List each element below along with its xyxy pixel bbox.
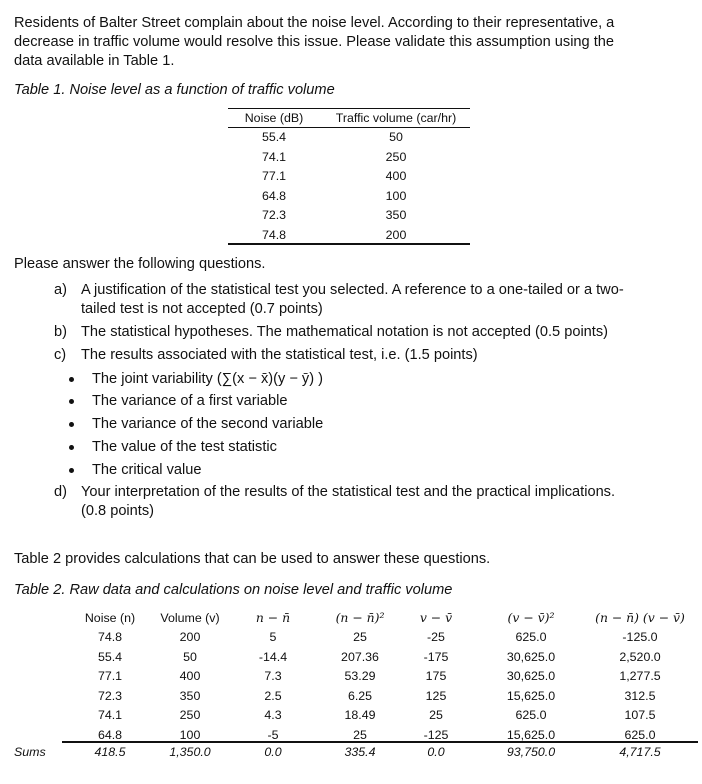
bullet-item: The value of the test statistic	[92, 439, 277, 455]
table1-top-rule	[228, 108, 470, 109]
table-row	[0, 708, 702, 727]
table1-noise-cell: 64.8	[261, 188, 287, 203]
question-d-line-2: (0.8 points)	[81, 503, 155, 519]
table2-cell: 25	[353, 630, 367, 644]
question-c-text: The results associated with the statistical test, i.e. (1.5 points)	[81, 347, 478, 363]
table1-noise-cell: 74.1	[261, 149, 287, 164]
table1-traffic-cell: 400	[385, 169, 407, 183]
table2-cell: 400	[179, 669, 201, 683]
table2	[0, 608, 702, 784]
question-d-line-1: Your interpretation of the results of the statistical test and the practical implications.	[81, 484, 616, 500]
intro-line-3: data available in Table 1.	[14, 53, 175, 69]
table2-cell: 200	[179, 630, 201, 644]
table-row	[0, 650, 702, 669]
table2-cell: 25	[429, 708, 443, 722]
bullet-item: The joint variability (∑(x − x̄)(y − ȳ) )	[92, 371, 323, 387]
table2-sums-row	[0, 745, 702, 764]
table2-cell: 625.0	[515, 630, 547, 644]
table2-cell: 50	[183, 649, 197, 664]
table2-cell: -14.4	[258, 649, 288, 664]
intro-line-1: Residents of Balter Street complain about the noise level. According to their representative, a	[14, 15, 615, 31]
bullet-icon	[69, 445, 74, 450]
table2-cell: 72.3	[97, 688, 123, 703]
table2-header-noise: Noise (n)	[84, 611, 136, 625]
table2-cell: -125	[423, 727, 449, 742]
table-row	[228, 150, 470, 169]
table1-header-rule	[228, 127, 470, 128]
table1-noise-cell: 77.1	[261, 169, 287, 183]
table1-traffic-cell: 100	[385, 188, 407, 203]
table2-cell: 30,625.0	[506, 649, 556, 664]
table1-traffic-cell: 350	[385, 208, 407, 222]
table1-noise-cell: 74.8	[261, 227, 287, 242]
table2-sum-cell: 4,717.5	[619, 745, 661, 759]
question-b-text: The statistical hypotheses. The mathematical notation is not accepted (0.5 points)	[81, 324, 609, 340]
table1-bottom-rule	[228, 243, 470, 245]
question-a-label: a)	[54, 282, 67, 298]
table2-cell: 625.0	[624, 727, 656, 742]
table2-cell: 7.3	[264, 669, 282, 683]
table2-sum-cell: 335.4	[344, 745, 376, 759]
table2-cell: 74.1	[97, 708, 123, 722]
table1-traffic-cell: 200	[385, 227, 407, 242]
table2-header-n-dev: n − n̄	[255, 610, 291, 625]
question-a-line-2: tailed test is not accepted (0.7 points)	[81, 301, 323, 317]
table-row	[228, 189, 470, 208]
table1-header-traffic: Traffic volume (car/hr)	[335, 111, 457, 125]
bullet-item: The critical value	[92, 462, 202, 478]
table2-cell: 312.5	[624, 688, 656, 703]
question-a-line-1: A justification of the statistical test you selected. A reference to a one-tailed or a two-	[81, 282, 624, 298]
table2-cell: 30,625.0	[506, 669, 556, 683]
table2-cell: 6.25	[347, 688, 373, 703]
question-b-label: b)	[54, 324, 67, 340]
table2-cell: 250	[179, 708, 201, 722]
table1-noise-cell: 72.3	[261, 208, 287, 222]
table2-cell: 100	[179, 727, 201, 742]
table2-cell: -5	[267, 727, 279, 742]
table1-noise-cell: 55.4	[261, 130, 287, 144]
table2-header-product: (n − n̄) (v − v̄)	[595, 610, 685, 625]
table2-cell: 1,277.5	[619, 669, 661, 683]
table2-cell: -125.0	[622, 630, 658, 644]
table2-caption: Table 2. Raw data and calculations on noise level and traffic volume	[14, 582, 453, 598]
questions-intro: Please answer the following questions.	[14, 256, 266, 272]
table2-cell: -25	[427, 630, 445, 644]
bullet-icon	[69, 377, 74, 382]
table-row	[228, 169, 470, 188]
table-row	[0, 630, 702, 649]
table1-traffic-cell: 50	[389, 130, 403, 144]
table2-cell: 53.29	[344, 669, 376, 683]
table2-cell: 15,625.0	[506, 727, 556, 742]
table2-cell: 175	[425, 669, 447, 683]
table2-cell: 25	[353, 727, 367, 742]
table2-sum-cell: 93,750.0	[506, 745, 556, 759]
bullet-icon	[69, 422, 74, 427]
table2-cell: 5	[269, 630, 277, 644]
table-row	[0, 669, 702, 688]
table2-header-v-dev-sq: (v − v̄)²	[507, 610, 555, 625]
table-row	[0, 728, 702, 747]
table2-header-v-dev: v − v̄	[419, 610, 453, 625]
table2-cell: 55.4	[97, 649, 123, 664]
table2-cell: 64.8	[97, 727, 123, 742]
bullet-item: The variance of the second variable	[92, 416, 324, 432]
question-c-label: c)	[54, 347, 67, 363]
intro-paragraph	[14, 14, 694, 71]
intro-line-2: decrease in traffic volume would resolve this issue. Please validate this assumption using the	[14, 34, 615, 50]
table2-cell: 125	[425, 688, 447, 703]
table2-cell: 74.8	[97, 630, 123, 644]
table2-cell: 15,625.0	[506, 688, 556, 703]
table2-cell: 107.5	[624, 708, 656, 722]
table2-sum-cell: 0.0	[264, 745, 282, 759]
bullet-item: The variance of a first variable	[92, 393, 288, 409]
table2-cell: 2.5	[264, 688, 282, 703]
table2-sum-cell: 0.0	[427, 745, 445, 759]
table2-header-volume: Volume (v)	[160, 611, 220, 625]
table2-cell: 207.36	[341, 649, 379, 664]
table1	[228, 108, 470, 244]
bullet-icon	[69, 399, 74, 404]
question-d-label: d)	[54, 484, 67, 500]
table2-cell: 18.49	[344, 708, 376, 722]
table2-cell: 350	[179, 688, 201, 703]
table2-sum-cell: 1,350.0	[169, 745, 211, 759]
table2-intro: Table 2 provides calculations that can be used to answer these questions.	[14, 551, 491, 567]
table1-caption: Table 1. Noise level as a function of traffic volume	[14, 82, 335, 98]
table-row	[228, 130, 470, 149]
table2-cell: 2,520.0	[619, 649, 661, 664]
table-row	[0, 689, 702, 708]
table2-sums-rule	[62, 741, 698, 743]
table2-cell: 4.3	[264, 708, 282, 722]
table2-header-n-dev-sq: (n − n̄)²	[335, 610, 385, 625]
table2-cell: 625.0	[515, 708, 547, 722]
table2-cell: -175	[423, 649, 449, 664]
table-row	[228, 208, 470, 227]
table1-traffic-cell: 250	[385, 149, 407, 164]
table2-sum-cell: 418.5	[94, 745, 126, 759]
table1-header-noise: Noise (dB)	[244, 111, 304, 125]
bullet-icon	[69, 468, 74, 473]
table2-cell: 77.1	[97, 669, 123, 683]
table2-sums-label: Sums	[14, 745, 46, 759]
